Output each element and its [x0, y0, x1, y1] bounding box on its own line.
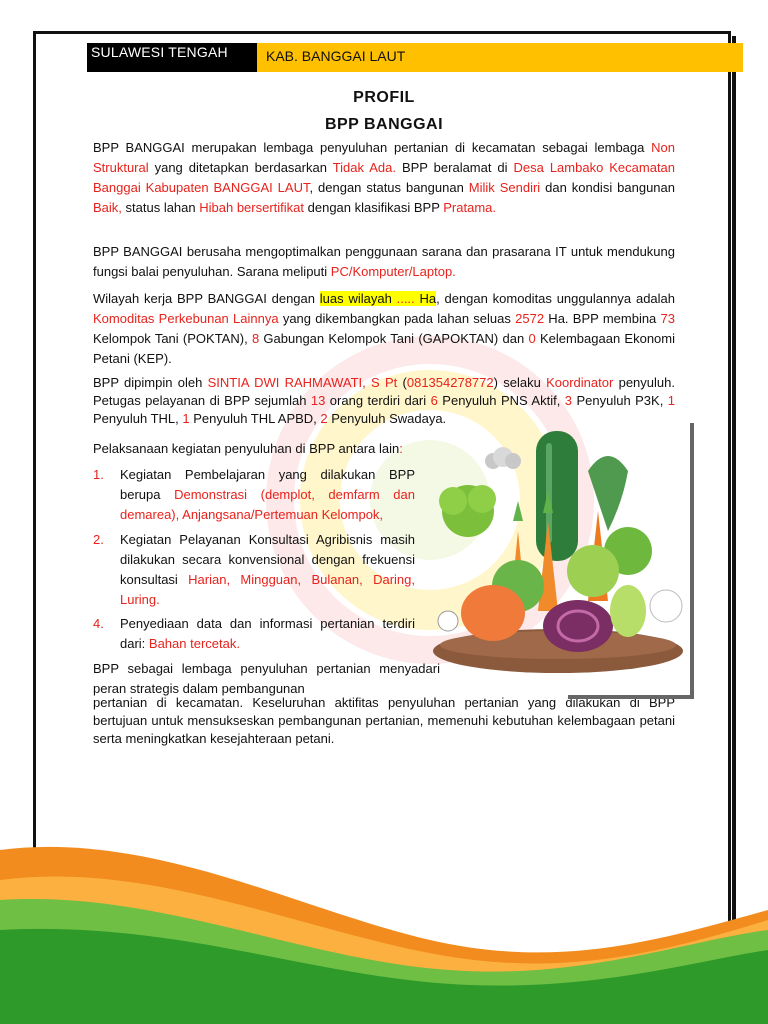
list-item: 1. Kegiatan Pembelajaran yang dilakukan BPP berupa Demonstrasi (demplot, demfarm dan demarea), Anjangsana/Pertemuan Kelompok, [93, 467, 415, 522]
paragraph-closing-start: BPP sebagai lembaga penyuluhan pertanian menyadari peran strategis dalam pembangunan [93, 661, 440, 696]
regency-label: KAB. BANGGAI LAUT [257, 43, 743, 72]
paragraph-staff: BPP dipimpin oleh SINTIA DWI RAHMAWATI, S Pt (081354278772) selaku Koordinator penyuluh. Petugas pelayanan di BPP sejumlah 13 orang terdiri dari 6 Penyuluh PNS Aktif, 3 Penyuluh P3K, 1 Penyuluh THL, 1 Penyuluh THL APBD, 2 Penyuluh Swadaya. [93, 375, 675, 426]
province-label: SULAWESI TENGAH [87, 43, 257, 72]
paragraph-work-area: Wilayah kerja BPP BANGGAI dengan luas wilayah ..... Ha, dengan komoditas unggulannya adalah Komoditas Perkebunan Lainnya yang dikembangkan pada lahan seluas 2572 Ha. BPP membina 73 Kelompok Tani (POKTAN), 8 Gabungan Kelompok Tani (GAPOKTAN) dan 0 Kelembagaan Ekonomi Petani (KEP). [93, 291, 676, 366]
vegetables-illustration [418, 421, 698, 701]
paragraph-activities-intro: Pelaksanaan kegiatan penyuluhan di BPP antara lain: [93, 441, 403, 456]
paragraph-intro: BPP BANGGAI merupakan lembaga penyuluhan pertanian di kecamatan sebagai lembaga Non Struktural yang ditetapkan berdasarkan Tidak Ada. BPP beralamat di Desa Lambako Kecamatan Banggai Kabupaten BANGGAI LAUT, dengan status bangunan Milik Sendiri dan kondisi bangunan Baik, status lahan Hibah bersertifikat dengan klasifikasi BPP Pratama. [93, 140, 676, 215]
page-subtitle: BPP BANGGAI [324, 116, 444, 133]
paragraph-facilities: BPP BANGGAI berusaha mengoptimalkan penggunaan sarana dan prasarana IT untuk mendukung fungsi balai penyuluhan. Sarana meliputi PC/Komputer/Laptop. [93, 244, 675, 279]
page-title: PROFIL [353, 89, 415, 106]
list-item: 4. Penyediaan data dan informasi pertanian terdiri dari: Bahan tercetak. [93, 616, 415, 651]
footer-wave [0, 820, 768, 1024]
list-item: 2. Kegiatan Pelayanan Konsultasi Agribisnis masih dilakukan secara konvensional dengan frekuensi konsultasi Harian, Mingguan, Bulanan, Daring, Luring. [93, 532, 416, 607]
paragraph-closing: pertanian di kecamatan. Keseluruhan aktifitas penyuluhan pertanian yang dilakukan di BPP bertujuan untuk mensukseskan pembangunan pertanian, memenuhi kebutuhan kelembagaan petani serta meningkatkan kesejahteraan petani. [93, 695, 675, 746]
